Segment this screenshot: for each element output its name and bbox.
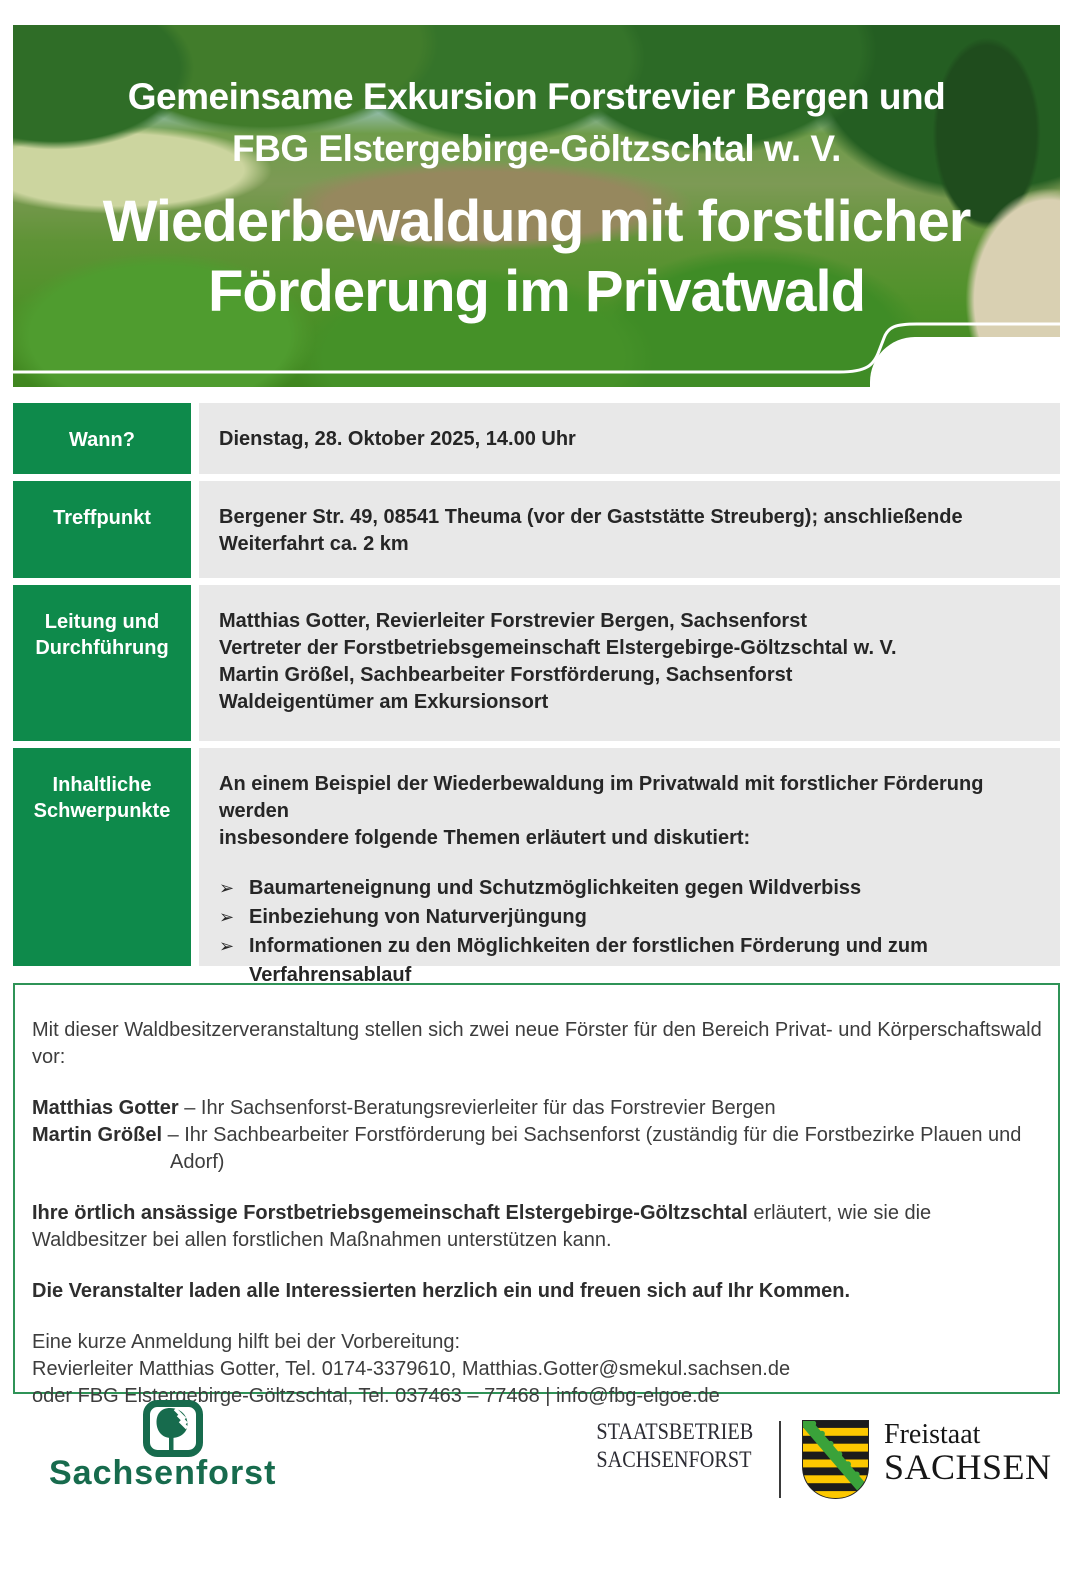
table-row-treffpunkt: [13, 481, 1060, 578]
content-line: Dienstag, 28. Oktober 2025, 14.00 Uhr: [219, 428, 576, 450]
flyer-page: [0, 25, 1074, 1564]
list-item: [219, 932, 1042, 990]
content-line: Martin Größel, Sachbearbeiter Forstförderung, Sachsenforst: [219, 664, 793, 686]
content-line: Matthias Gotter, Revierleiter Forstrevier Bergen, Sachsenforst: [219, 610, 807, 632]
row-content-schwerpunkte: [199, 748, 1060, 986]
row-content-leitung: [199, 585, 1060, 741]
row-label-wann: [13, 403, 191, 474]
content-line: insbesondere folgende Themen erläutert und diskutiert:: [219, 827, 751, 849]
row-content-wann: [199, 403, 1060, 474]
row-label-line: Leitung und: [44, 611, 160, 633]
table-row-wann: [13, 403, 1060, 474]
bullet-text-line: Informationen zu den Möglichkeiten der forstlichen Förderung und zum: [249, 935, 928, 957]
contact-line-phone-email: Revierleiter Matthias Gotter, Tel. 0174-3379610, Matthias.Gotter@smekul.sachsen.de: [32, 1358, 791, 1380]
fbg-name: Ihre örtlich ansässige Forstbetriebsgemeinschaft Elstergebirge-Göltzschtal: [32, 1202, 748, 1224]
bullet-list: [219, 874, 1042, 990]
corner-cutout: [870, 337, 1060, 387]
row-label-treffpunkt: [13, 481, 191, 578]
content-line: Bergener Str. 49, 08541 Theuma (vor der Gaststätte Streuberg); anschließende: [219, 506, 963, 528]
hero-subtitle-line1: Wiederbewaldung mit forstlicher: [102, 189, 971, 254]
paragraph-line: Adorf): [170, 1151, 225, 1173]
arrow-bullet-icon: ➢: [219, 878, 235, 899]
footer: [0, 1394, 1074, 1564]
hero-title-line2: FBG Elstergebirge-Göltzschtal w. V.: [232, 128, 841, 169]
contact-line-fbg: oder FBG Elstergebirge-Göltzschtal, Tel. 037463 – 77468 | info@fbg-elgoe.de: [32, 1385, 720, 1407]
sachsen-label: SACHSEN: [884, 1447, 1052, 1487]
table-row-leitung: [13, 585, 1060, 741]
fbg-rest: erläutert, wie sie die: [747, 1202, 932, 1224]
bullet-text: Einbeziehung von Naturverjüngung: [249, 906, 587, 928]
content-line: An einem Beispiel der Wiederbewaldung im Privatwald mit forstlicher Förderung werden: [219, 773, 984, 822]
info-box: [13, 983, 1060, 1407]
row-label-leitung: [13, 585, 191, 741]
paragraph-line: Die Veranstalter laden alle Interessierten herzlich ein und freuen sich auf Ihr Kommen.: [32, 1280, 851, 1302]
saxony-coat-of-arms: [802, 1420, 869, 1499]
row-label-line: Treffpunkt: [53, 507, 151, 529]
content-line: Vertreter der Forstbetriebsgemeinschaft Elstergebirge-Göltzschtal w. V.: [219, 637, 897, 659]
hero-subtitle-line2: Förderung im Privatwald: [208, 259, 865, 324]
content-line: Weiterfahrt ca. 2 km: [219, 533, 409, 555]
arrow-bullet-icon: ➢: [219, 907, 235, 928]
staatsbetrieb-label: [596, 1418, 754, 1474]
sachsenforst-tree-icon: [143, 1400, 203, 1457]
sachsenforst-wordmark: Sachsenforst: [49, 1454, 277, 1492]
person-role: – Ihr Sachbearbeiter Forstförderung bei Sachsenforst (zuständig für die Forstbezirke Plauen und: [162, 1124, 1022, 1146]
row-label-line: Durchführung: [35, 637, 169, 659]
bullet-text: [249, 932, 928, 990]
hero-photo: [13, 25, 1060, 387]
paragraph-line: [32, 1200, 1043, 1227]
person-name: Matthias Gotter: [32, 1097, 179, 1119]
info-table: [13, 403, 1060, 986]
paragraph-line: [32, 1122, 1043, 1149]
paragraph-line: Waldbesitzer bei allen forstlichen Maßnahmen unterstützen kann.: [32, 1229, 612, 1251]
row-label-schwerpunkte: [13, 748, 191, 966]
person-role: – Ihr Sachsenforst-Beratungsrevierleiter für das Forstrevier Bergen: [178, 1097, 776, 1119]
list-item: [219, 874, 1042, 903]
row-label-line: Wann?: [69, 429, 135, 451]
paragraph-line: [32, 1095, 1043, 1122]
staatsbetrieb-line1: STAATSBETRIEB: [596, 1419, 754, 1444]
freistaat-sachsen-wordmark: [884, 1420, 1052, 1485]
divider: [779, 1421, 781, 1498]
bullet-text-line: Verfahrensablauf: [249, 964, 412, 986]
list-item: [219, 903, 1042, 932]
hero-title-line1: Gemeinsame Exkursion Forstrevier Bergen und: [127, 76, 946, 117]
paragraph-line: Mit dieser Waldbesitzerveranstaltung stellen sich zwei neue Förster für den Bereich Privat- und Körperschaftswald: [32, 1019, 1042, 1041]
row-label-line: Inhaltliche: [52, 774, 152, 796]
bullet-text: Baumarteneignung und Schutzmöglichkeiten gegen Wildverbiss: [249, 877, 862, 899]
person-name: Martin Größel: [32, 1124, 163, 1146]
content-line: Waldeigentümer am Exkursionsort: [219, 691, 549, 713]
paragraph-line: Eine kurze Anmeldung hilft bei der Vorbereitung:: [32, 1331, 461, 1353]
row-label-line: Schwerpunkte: [33, 800, 171, 822]
freistaat-label: Freistaat: [884, 1419, 981, 1450]
staatsbetrieb-line2: SACHSENFORST: [596, 1447, 752, 1472]
row-content-treffpunkt: [199, 481, 1060, 578]
hero-title-block: [13, 25, 1060, 327]
arrow-bullet-icon: ➢: [219, 936, 235, 957]
paragraph-line: vor:: [32, 1046, 66, 1068]
table-row-schwerpunkte: [13, 748, 1060, 986]
